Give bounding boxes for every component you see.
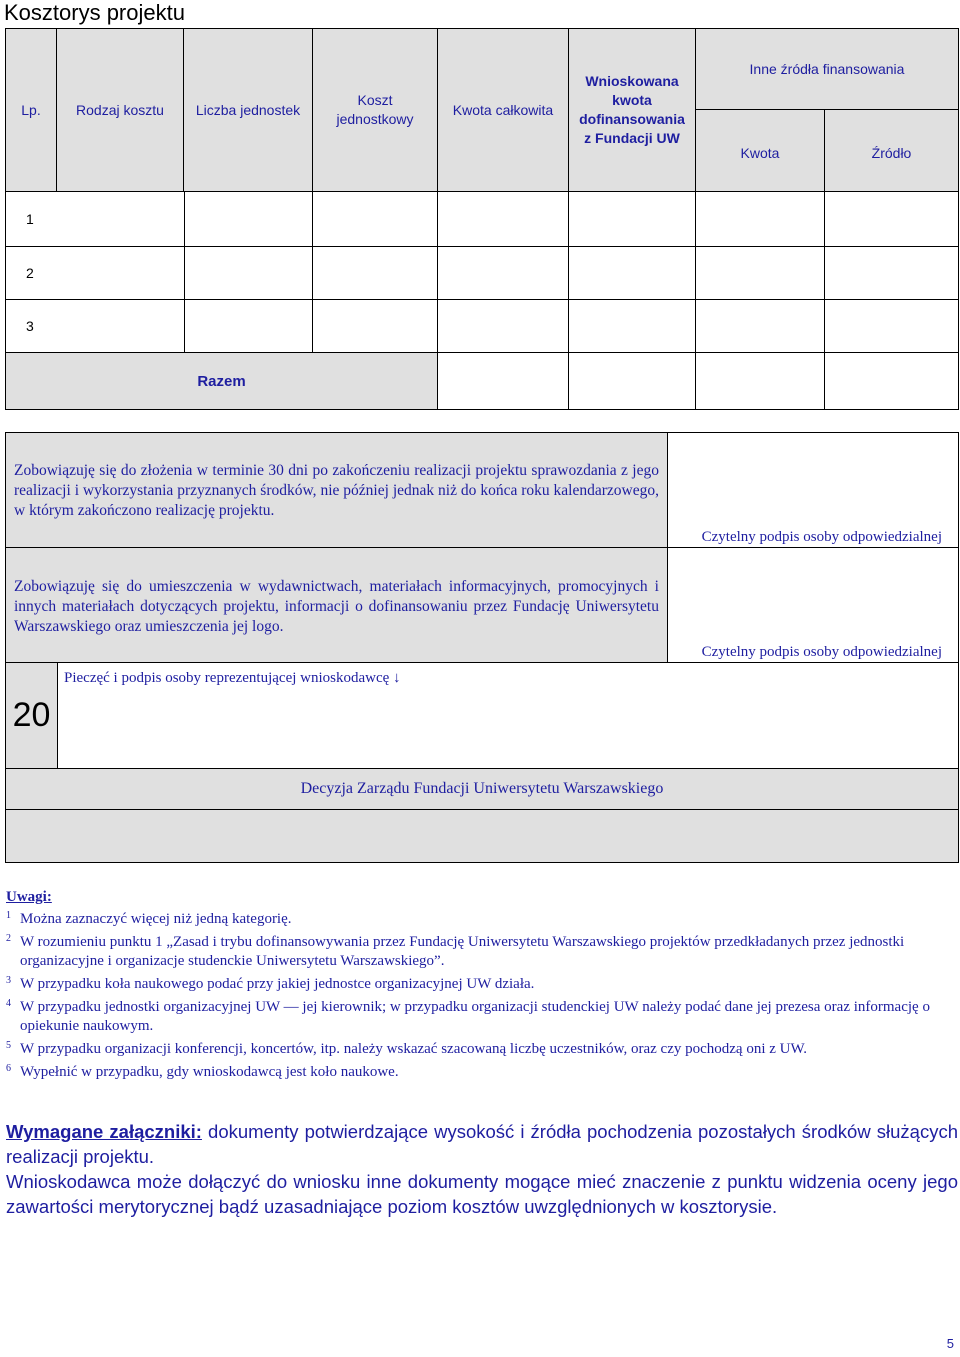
table-cell[interactable] xyxy=(312,246,438,300)
footnote: 6 Wypełnić w przypadku, gdy wnioskodawcą jest koło naukowe. xyxy=(6,1063,399,1080)
table-cell[interactable] xyxy=(184,246,313,300)
header-wnioskowana-kwota: Wnioskowana kwota dofinansowania z Fundacji UW xyxy=(568,28,696,192)
table-cell[interactable] xyxy=(184,299,313,353)
required-attachments xyxy=(6,1119,958,1219)
header-zrodlo: Źródło xyxy=(824,109,959,192)
table-cell[interactable] xyxy=(568,299,696,353)
footnote: 5 W przypadku organizacji konferencji, koncertów, itp. należy wskazać szacowaną liczbę uczestników, oraz czy pochodzą oni z UW. xyxy=(6,1040,808,1057)
page-number: 5 xyxy=(946,1336,954,1351)
table-cell[interactable] xyxy=(824,299,959,353)
section-number: 20 xyxy=(5,662,58,769)
total-label: Razem xyxy=(5,352,438,410)
required-attachments-label: Wymagane załączniki: xyxy=(6,1121,202,1142)
notes-section xyxy=(6,888,956,1086)
signature-field-report[interactable] xyxy=(667,432,959,548)
decision-header: Decyzja Zarządu Fundacji Uniwersytetu Warszawskiego xyxy=(5,768,959,810)
stamp-label: Pieczęć i podpis osoby reprezentującej wnioskodawcę ↓ xyxy=(64,670,401,686)
table-cell[interactable] xyxy=(184,191,313,247)
table-cell[interactable] xyxy=(695,191,825,247)
declaration-promotion xyxy=(5,547,668,663)
table-cell[interactable] xyxy=(568,191,696,247)
table-row-number: 3 xyxy=(5,299,185,353)
header-kwota-calkowita: Kwota całkowita xyxy=(437,28,569,192)
header-liczba-jednostek: Liczba jednostek xyxy=(183,28,313,192)
notes-heading: Uwagi: xyxy=(6,889,52,905)
declaration-report xyxy=(5,432,668,548)
table-cell[interactable] xyxy=(695,299,825,353)
header-inne-zrodla: Inne źródła finansowania xyxy=(695,28,959,110)
total-cell-kwota[interactable] xyxy=(695,352,825,410)
total-cell-kwota-calkowita[interactable] xyxy=(437,352,569,410)
header-koszt-jednostkowy: Koszt jednostkowy xyxy=(312,28,438,192)
signature-label: Czytelny podpis osoby odpowiedzialnej xyxy=(701,644,942,660)
header-rodzaj-kosztu: Rodzaj kosztu xyxy=(56,28,184,192)
decision-field xyxy=(5,809,959,863)
footnote: 4 W przypadku jednostki organizacyjnej UW — jej kierownik; w przypadku organizacji studenckiej UW należy podać dane jej prezesa oraz informację o opiekunie naukowym. xyxy=(6,998,930,1034)
table-cell[interactable] xyxy=(312,191,438,247)
table-cell[interactable] xyxy=(437,299,569,353)
declaration-report-text: Zobowiązuję się do złożenia w terminie 30 dni po zakończeniu realizacji projektu sprawozdania z jego realizacji i wykorzystania przyznanych środków, nie później jednak niż do końca roku kalendarzowego, w którym zakończono realizację projektu. xyxy=(14,462,659,519)
table-cell[interactable] xyxy=(568,246,696,300)
header-kwota: Kwota xyxy=(695,109,825,192)
total-cell-zrodlo[interactable] xyxy=(824,352,959,410)
table-row-number: 1 xyxy=(5,191,185,247)
page-title: Kosztorys projektu xyxy=(4,0,185,25)
declaration-promotion-text: Zobowiązuję się do umieszczenia w wydawnictwach, materiałach informacyjnych, promocyjnych i innych materiałach dotyczących projektu, informacji o dofinansowaniu przez Fundację Uniwersytetu Warszawskiego oraz umieszczenia jej logo. xyxy=(14,578,659,635)
table-row-number: 2 xyxy=(5,246,185,300)
footnote: 1 Można zaznaczyć więcej niż jedną kategorię. xyxy=(6,910,292,927)
optional-attachments-text: Wnioskodawca może dołączyć do wniosku inne dokumenty mogące mieć znaczenie z punktu widzenia oceny jego zawartości merytorycznej bądź uzasadniające poziom kosztów uwzględnionych w kosztorysie. xyxy=(6,1171,958,1217)
total-cell-wnioskowana[interactable] xyxy=(568,352,696,410)
required-attachments-text: dokumenty potwierdzające wysokość i źródła pochodzenia pozostałych środków służących realizacji projektu. xyxy=(6,1121,958,1167)
signature-label: Czytelny podpis osoby odpowiedzialnej xyxy=(701,529,942,545)
signature-field-promotion[interactable] xyxy=(667,547,959,663)
table-cell[interactable] xyxy=(437,191,569,247)
table-cell[interactable] xyxy=(824,246,959,300)
table-cell[interactable] xyxy=(824,191,959,247)
table-cell[interactable] xyxy=(437,246,569,300)
table-cell[interactable] xyxy=(312,299,438,353)
table-cell[interactable] xyxy=(695,246,825,300)
footnote: 2 W rozumieniu punktu 1 „Zasad i trybu dofinansowywania przez Fundację Uniwersytetu Warszawskiego projektów przedkładanych przez jednostki organizacyjne i organizacje studenckie Uniwersytetu Warszawskiego”. xyxy=(6,933,905,969)
header-lp: Lp. xyxy=(5,28,57,192)
footnote: 3 W przypadku koła naukowego podać przy jakiej jednostce organizacyjnej UW działa. xyxy=(6,975,535,992)
